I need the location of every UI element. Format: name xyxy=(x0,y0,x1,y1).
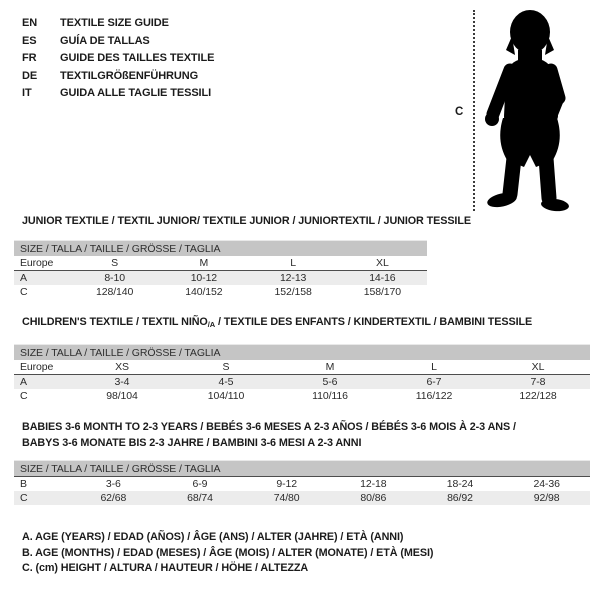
language-row xyxy=(22,85,214,103)
cell-value: 128/140 xyxy=(95,286,134,298)
babies-table-title xyxy=(22,420,582,451)
height-label-c: C xyxy=(455,106,464,118)
children-title-post: / TEXTILE DES ENFANTS / KINDERTEXTIL / BAMBINI TESSILE xyxy=(215,316,533,328)
language-code: EN xyxy=(22,17,38,29)
language-row xyxy=(22,68,214,86)
note-line-a: A. AGE (YEARS) / EDAD (AÑOS) / ÂGE (ANS) / ALTER (JAHRE) / ETÀ (ANNI) xyxy=(22,531,404,543)
size-col-header: XS xyxy=(70,360,174,375)
table-row-a xyxy=(14,375,590,390)
size-columns-row xyxy=(14,256,427,271)
size-col-header: L xyxy=(249,256,338,271)
cell-value: 4-5 xyxy=(174,375,278,390)
table-row-a xyxy=(14,271,427,286)
row-label: A xyxy=(14,375,70,390)
cell-value: 5-6 xyxy=(278,375,382,390)
size-header-bar xyxy=(14,461,590,477)
cell-value: 24-36 xyxy=(533,478,560,490)
table-row-b xyxy=(14,477,590,492)
region-label: Europe xyxy=(14,256,70,271)
language-label: GUÍA DE TALLAS xyxy=(60,34,150,47)
cell-value: 8-10 xyxy=(70,271,159,286)
language-label: GUIDA ALLE TAGLIE TESSILI xyxy=(60,87,212,99)
junior-size-table xyxy=(14,240,427,299)
babies-title-line1: BABIES 3-6 MONTH TO 2-3 YEARS / BEBÉS 3-6 MESES A 2-3 AÑOS / BÉBÉS 3-6 MOIS À 2-3 ANS / xyxy=(22,421,516,433)
language-row xyxy=(22,50,214,68)
cell-value: 14-16 xyxy=(338,271,427,286)
row-label: A xyxy=(14,271,70,286)
language-row xyxy=(22,15,214,33)
table-row-c xyxy=(14,491,590,505)
table-row-c xyxy=(14,389,590,403)
cell-value: 158/170 xyxy=(363,286,401,298)
table-row-c xyxy=(14,285,427,299)
language-list xyxy=(22,15,214,103)
size-col-header: M xyxy=(159,256,248,271)
note-line-b: B. AGE (MONTHS) / EDAD (MESES) / ÂGE (MOIS) / ALTER (MONATE) / ETÀ (MESI) xyxy=(22,546,434,559)
row-label: B xyxy=(20,478,27,490)
cell-value: 7-8 xyxy=(486,375,590,390)
cell-value: 122/128 xyxy=(519,390,557,402)
cell-value: 6-7 xyxy=(382,375,486,390)
cell-value: 3-4 xyxy=(70,375,174,390)
language-code: DE xyxy=(22,69,38,82)
cell-value: 6-9 xyxy=(192,478,208,490)
junior-table-title: JUNIOR TEXTILE / TEXTIL JUNIOR/ TEXTILE JUNIOR / JUNIORTEXTIL / JUNIOR TESSILE xyxy=(22,215,471,227)
size-header-label: SIZE / TALLA / TAILLE / GRÖSSE / TAGLIA xyxy=(14,461,590,477)
cell-value: 80/86 xyxy=(330,491,417,505)
cell-value: 104/110 xyxy=(207,390,245,402)
size-header-bar xyxy=(14,345,590,361)
size-col-header: XL xyxy=(338,256,427,271)
babies-size-table xyxy=(14,460,590,505)
baby-silhouette-icon xyxy=(483,8,585,212)
language-code: ES xyxy=(22,34,37,47)
language-row xyxy=(22,33,214,51)
language-label: GUIDE DES TAILLES TEXTILE xyxy=(60,52,215,64)
cell-value: 116/122 xyxy=(415,390,453,402)
size-col-header: S xyxy=(70,256,159,271)
cell-value: 74/80 xyxy=(243,491,330,505)
language-label: TEXTILE SIZE GUIDE xyxy=(60,17,169,29)
size-col-header: XL xyxy=(486,360,590,375)
row-label: C xyxy=(20,286,28,298)
children-title-pre: CHILDREN'S TEXTILE / TEXTIL NIÑO xyxy=(22,316,208,328)
children-size-table xyxy=(14,344,590,403)
cell-value: 10-12 xyxy=(159,271,248,286)
children-table-title xyxy=(22,316,532,329)
cell-value: 86/92 xyxy=(417,491,504,505)
size-col-header: L xyxy=(382,360,486,375)
row-label: C xyxy=(20,390,28,402)
language-code: FR xyxy=(22,52,37,64)
size-header-label: SIZE / TALLA / TAILLE / GRÖSSE / TAGLIA xyxy=(14,345,590,361)
cell-value: 110/116 xyxy=(312,390,348,402)
cell-value: 18-24 xyxy=(446,478,474,490)
cell-value: 98/104 xyxy=(106,390,138,402)
cell-value: 68/74 xyxy=(157,491,244,505)
cell-value: 12-18 xyxy=(360,478,387,490)
babies-title-line2: BABYS 3-6 MONATE BIS 2-3 JAHRE / BAMBINI 3-6 MESI A 2-3 ANNI xyxy=(22,436,362,449)
note-line-c: C. (cm) HEIGHT / ALTURA / HAUTEUR / HÖHE / ALTEZZA xyxy=(22,562,309,574)
cell-value: 3-6 xyxy=(105,478,121,490)
legend-notes xyxy=(22,530,433,577)
cell-value: 140/152 xyxy=(185,286,223,298)
cell-value: 12-13 xyxy=(249,271,338,286)
size-col-header: S xyxy=(174,360,278,375)
size-header-bar xyxy=(14,241,427,257)
cell-value: 62/68 xyxy=(70,491,157,505)
language-code: IT xyxy=(22,87,32,99)
size-columns-row xyxy=(14,360,590,375)
language-label: TEXTILGRÖßENFÜHRUNG xyxy=(60,69,199,82)
size-header-label: SIZE / TALLA / TAILLE / GRÖSSE / TAGLIA xyxy=(14,241,427,257)
row-label: C xyxy=(14,491,70,505)
height-dotted-line xyxy=(473,10,475,211)
cell-value: 9-12 xyxy=(276,478,297,490)
cell-value: 92/98 xyxy=(503,491,590,505)
region-label: Europe xyxy=(14,360,70,375)
children-title-sub: /A xyxy=(207,320,216,329)
size-col-header: M xyxy=(278,360,382,375)
cell-value: 152/158 xyxy=(274,286,312,298)
